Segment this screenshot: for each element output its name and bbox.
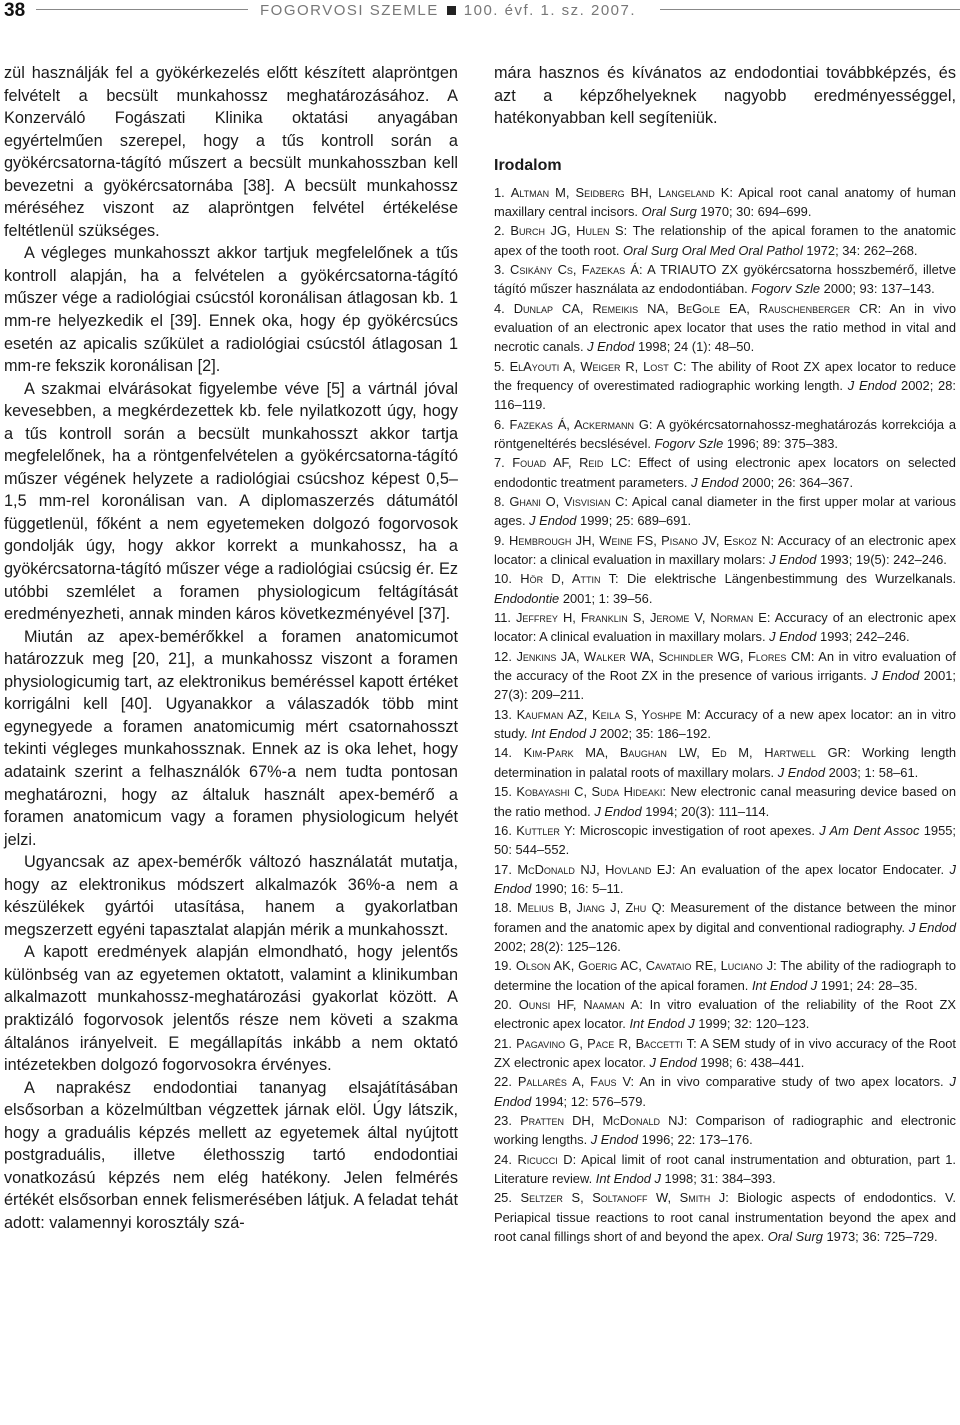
ref-number: 23. (494, 1113, 521, 1128)
ref-citation: 1994; 12: 576–579. (531, 1093, 646, 1109)
ref-title: A SEM study of in vivo accuracy of the Root ZX electronic apex locator. (494, 1035, 956, 1070)
ref-citation: 1999; 32: 120–123. (694, 1016, 810, 1032)
ref-journal: J Endod (594, 803, 642, 819)
ref-number: 24. (494, 1151, 518, 1167)
ref-number: 10. (494, 571, 521, 587)
ref-journal: Fogorv Szle (654, 435, 724, 451)
ref-number: 7. (494, 455, 513, 471)
ref-journal: Fogorv Szle (751, 281, 821, 297)
journal-title (260, 2, 636, 19)
ref-authors: Kuttler Y: (516, 822, 576, 838)
ref-authors: Melius B, Jiang J, Zhu Q: (517, 900, 666, 916)
ref-title: Biologic aspects of endodontics. V. Periapical tissue reactions to root canal instrumentation beyond the apex and root canal fillings short of and beyond the apex. (494, 1190, 956, 1245)
ref-title: Accuracy of an electronic apex locator: A clinical evaluation in maxillary molars. (494, 610, 957, 645)
reference-list (494, 183, 956, 1247)
ref-number: 16. (494, 822, 517, 838)
reference-item (494, 453, 956, 492)
ref-title: The relationship of the apical foramen to the anatomic apex of the tooth root. (494, 223, 956, 258)
ref-citation: 1996; 89: 375–383. (723, 435, 838, 451)
ref-authors: Kaufman AZ, Keila S, Yoshpe M: (516, 706, 701, 722)
reference-item (494, 1111, 956, 1150)
ref-citation: 2002; 28(2): 125–126. (494, 938, 621, 954)
right-column (494, 62, 956, 1246)
ref-journal: Int Endod J (531, 726, 597, 742)
journal-issue: 100. évf. 1. sz. 2007. (463, 2, 637, 19)
ref-title: An in vitro evaluation of the accuracy of the Root ZX in the presence of various irrigants. (494, 648, 956, 684)
ref-authors: Dunlap CA, Remeikis NA, BeGole EA, Rauschenberger CR: (513, 300, 882, 316)
header-rule-right (660, 9, 960, 10)
ref-authors: Ricucci D: (517, 1151, 577, 1167)
ref-citation: 1996; 22: 173–176. (638, 1132, 753, 1148)
ref-citation: 1998; 31: 384–393. (660, 1171, 776, 1187)
ref-title: Effect of using electronic apex locators on selected endodontic treatment parameters. (494, 455, 956, 490)
reference-item (494, 705, 956, 744)
paragraph: A szakmai elvárásokat figyelembe véve [5] a vártnál jóval kevesebben, a megkérdezettek kb. fele nyilatkozott úgy, hogy a tűs kontroll során a becsült munkahosszt akkor tartja megfelelőnek, ha a röntgenfelvételen a gyökércsatorna-tágító műszer végének helyzete a radiológiai csúcshoz képest 0,5–1,5 mm-rel koronálisan van. A diplomaszerzés dátumától függetlenül, főként a nem egyetemeken dolgozó fogorvosok gondolják úgy, hogy akkor korrekt a munkahossz, ha a gyökércsatorna-tágító műszer vége a radiológiai csúcsig ér. Ez utóbbi szemlélet a foramen physiologicum feltágítását eredményezheti, annak minden káros következményével [37]. (4, 379, 458, 624)
ref-number: 25. (494, 1190, 521, 1206)
ref-journal: J Endod (587, 339, 635, 355)
reference-item (494, 299, 956, 357)
ref-citation: 1998; 24 (1): 48–50. (634, 339, 755, 355)
ref-journal: J Endod (908, 919, 956, 935)
header-rule-left (36, 9, 248, 10)
ref-title: A TRIAUTO ZX gyökércsatorna hosszbemérő, illetve tágító műszer használata az endodontiában. (494, 261, 956, 297)
ref-journal: Int Endod J (595, 1171, 661, 1187)
ref-number: 12. (494, 648, 517, 664)
ref-title: The ability of the radiograph to determine the location of the apical foramen. (494, 958, 956, 993)
paragraph: A végleges munkahosszt akkor tartjuk megfelelőnek a tűs kontroll alapján, ha a felvételen a gyökércsatorna-tágító műszer vége a radiológiai csúcstól koronálisan átlagosan kb. 1 mm-re helyezkedik el [39]. Ennek oka, hogy ép gyökércsúcs esetén az apicalis szűkület a radiológiai csúcstól átlagosan 1 mm-re fekszik koronálisan [2]. (4, 244, 458, 376)
ref-journal: Oral Surg (767, 1229, 823, 1245)
square-bullet-icon (447, 6, 456, 15)
ref-number: 6. (494, 416, 510, 432)
ref-journal: J Endod (691, 474, 739, 490)
ref-citation: 1991; 24: 28–35. (817, 977, 918, 993)
references-heading: Irodalom (494, 156, 562, 174)
ref-authors: Jenkins JA, Walker WA, Schindler WG, Flores CM: (516, 648, 815, 664)
ref-journal: J Am Dent Assoc (819, 822, 920, 838)
ref-journal: Int Endod J (629, 1016, 695, 1032)
ref-citation: 1993; 242–246. (816, 629, 910, 645)
reference-item (494, 531, 956, 570)
reference-item (494, 608, 956, 647)
ref-authors: Burch JG, Hulen S: (510, 223, 628, 239)
ref-number: 3. (494, 261, 511, 277)
reference-item (494, 782, 956, 821)
ref-authors: Olson AK, Goerig AC, Cavataio RE, Luciano J: (515, 958, 777, 974)
ref-citation: 2002; 35: 186–192. (596, 726, 711, 742)
ref-citation: 2002; 28: 116–119. (494, 377, 956, 413)
ref-title: Accuracy of a new apex locator: an in vitro study. (494, 706, 956, 742)
ref-number: 8. (494, 494, 510, 509)
ref-authors: Kobayashi C, Suda Hideaki: (516, 784, 666, 800)
ref-number: 21. (494, 1035, 517, 1051)
paragraph: Ugyancsak az apex-bemérők változó használatát mutatja, hogy az elektronikus módszert alkalmazók 36%-a nem a készülékek gyártói utasítása, hanem a gyakorlatban megszerzett egyéni tapasztalat alapján mérik a munkahosszt. (4, 853, 458, 939)
reference-item (494, 743, 956, 782)
ref-citation: 1972; 34: 262–268. (802, 242, 918, 258)
reference-item (494, 357, 956, 415)
ref-title: Apical root canal anatomy of human maxillary central incisors. (494, 184, 956, 219)
ref-number: 14. (494, 745, 524, 761)
ref-title: The ability of Root ZX apex locator to reduce the frequency of overestimated radiographic working length. (494, 358, 956, 393)
ref-journal: J Endod (494, 1074, 956, 1109)
ref-journal: J Endod (871, 668, 920, 684)
ref-number: 17. (494, 861, 518, 877)
reference-item (494, 1188, 956, 1246)
ref-number: 19. (494, 958, 516, 974)
ref-title: Comparison of radiographic and electronic working lengths. (494, 1113, 956, 1148)
ref-authors: Hembrough JH, Weine FS, Pisano JV, Eskoz N: (509, 532, 775, 548)
ref-citation: 2003; 1: 58–61. (825, 764, 919, 780)
reference-item (494, 1034, 956, 1073)
reference-item (494, 995, 956, 1034)
ref-title: Die elektrische Längenbestimmung des Wurzelkanals. (618, 571, 956, 587)
ref-number: 11. (494, 610, 516, 626)
ref-authors: Pratten DH, McDonald NJ: (520, 1113, 688, 1128)
ref-number: 22. (494, 1074, 518, 1090)
ref-number: 13. (494, 706, 517, 722)
ref-number: 4. (494, 300, 514, 316)
journal-name: FOGORVOSI SZEMLE (260, 2, 439, 19)
ref-journal: J Endod (847, 377, 897, 393)
ref-authors: Fazekas Á, Ackermann G: (509, 416, 653, 432)
ref-citation: 2000; 26: 364–367. (738, 474, 854, 490)
ref-authors: ElAyouti A, Weiger R, Lost C: (509, 358, 687, 374)
paragraph: A kapott eredmények alapján elmondható, hogy jelentős különbség van az egyetemen oktatott, valamint a klinikumban alkalmazott munkahossz-meghatározási gyakorlat között. A praktizáló fogorvosok jelentős része nem követi a szakma általános irányelveit. E megállapítás inkább a nem oktató intézetekben dolgozó fogorvosokra érvényes. (4, 943, 458, 1075)
reference-item (494, 183, 956, 222)
ref-citation: 1970; 30: 694–699. (696, 203, 812, 219)
ref-title: An in vivo evaluation of an electronic apex locator that uses the ratio method in vital and necrotic canals. (494, 300, 957, 355)
ref-journal: J Endod (494, 861, 956, 896)
ref-authors: Kim-Park MA, Baughan LW, Ed M, Hartwell GR: (523, 745, 851, 761)
page-header (0, 0, 960, 30)
ref-journal: Oral Surg (641, 203, 697, 219)
reference-item (494, 821, 956, 860)
reference-item (494, 569, 956, 608)
ref-title: New electronic canal measuring device based on the ratio method. (494, 784, 956, 819)
ref-title: In vitro evaluation of the reliability of the Root ZX electronic apex locator. (494, 996, 957, 1032)
ref-authors: Ounsi HF, Naaman A: (518, 996, 643, 1012)
ref-journal: J Endod (529, 513, 577, 529)
ref-title: Microscopic investigation of root apexes. (575, 822, 820, 838)
ref-citation: 1955; 50: 544–552. (494, 822, 956, 858)
ref-number: 15. (494, 784, 517, 800)
ref-title: An evaluation of the apex locator Endocater. (675, 861, 950, 877)
ref-citation: 2001; 1: 39–56. (559, 590, 653, 606)
left-column (4, 62, 458, 1234)
ref-journal: J Endod (590, 1132, 639, 1148)
ref-citation: 1998; 6: 438–441. (696, 1054, 805, 1070)
reference-item (494, 415, 956, 454)
ref-title: Apical canal diameter in the first upper molar at various ages. (494, 494, 956, 529)
ref-authors: Jeffrey H, Franklin S, Jerome V, Norman E: (515, 610, 771, 626)
ref-title: Measurement of the distance between the minor foramen and the anatomic apex by digital and conventional radiography. (494, 900, 956, 935)
ref-journal: Endodontie (494, 590, 560, 606)
ref-authors: Seltzer S, Soltanoff W, Smith J: (520, 1190, 729, 1206)
ref-authors: Altman M, Seidberg BH, Langeland K: (510, 184, 733, 200)
reference-item (494, 647, 956, 705)
ref-number: 1. (494, 184, 511, 200)
ref-authors: Csikány Cs, Fazekas Á: (510, 261, 643, 277)
ref-title: An in vivo comparative study of two apex locators. (634, 1074, 950, 1090)
ref-number: 9. (494, 532, 510, 548)
reference-item (494, 956, 956, 995)
reference-item (494, 860, 956, 899)
ref-number: 5. (494, 358, 510, 374)
ref-journal: Int Endod J (751, 977, 818, 993)
closing-paragraph: mára hasznos és kívánatos az endodontiai továbbképzés, és azt a képzőhelyeknek nagyobb eredményességgel, hatékonyabban kell segíteniük. (494, 64, 956, 127)
ref-title: A gyökércsatornahossz-meghatározás korrekciója a röntgeneltérés becslésével. (494, 416, 956, 451)
ref-authors: Ghani O, Visvisian C: (509, 494, 628, 509)
ref-citation: 1999; 25: 689–691. (576, 513, 692, 529)
ref-title: Working length determination in palatal roots of maxillary molars. (494, 745, 956, 780)
paragraph: A naprakész endodontiai tananyag elsajátításában elsősorban a közelmúltban végzettek járnak elöl. Úgy látszik, hogy a graduális képzés mellett az egyetemek által nyújtott postgraduális, illetve élethosszig tartó endodontiai vonatkozású képzés nem elég hatékony. Jelen felmérés értékét elsősorban ennek felismerésében látjuk. A feladat tehát adott: valamennyi korosztály szá- (4, 1078, 458, 1232)
paragraph: zül használják fel a gyökérkezelés előtt készített alapröntgen felvételt a becsült munkahossz meghatározásához. A Konzerváló Fogászati Klinika oktatási anyagában egyértelműen szerepel, hogy a tűs kontroll során a gyökércsatorna-tágító műszert a becsült munkahosszban kell bevezetni a gyökércsatornába [38]. A becsült munkahossz méréséhez viszont az alapröntgen felvétel értékelése feltétlenül szükséges. (4, 64, 458, 240)
ref-authors: Pallarés A, Faus V: (517, 1074, 635, 1090)
ref-citation: 2000; 93: 137–143. (820, 281, 935, 297)
ref-number: 2. (494, 223, 511, 239)
reference-item (494, 1150, 956, 1189)
ref-citation: 2001; 27(3): 209–211. (494, 668, 956, 703)
ref-title: Apical limit of root canal instrumentation and obturation, part 1. Literature review. (494, 1151, 957, 1187)
page-number: 38 (4, 0, 26, 21)
reference-item (494, 260, 956, 299)
reference-item (494, 221, 956, 260)
ref-authors: McDonald NJ, Hovland EJ: (517, 861, 676, 877)
reference-item (494, 492, 956, 531)
paragraph: Miután az apex-bemérőkkel a foramen anatomicumot határozzuk meg [20, 21], a munkahossz viszont a foramen physiologicumig tart, az elektronikus beméréssel kapott értéket korrigálni kell [40]. Ugyanakkor a válaszadók több mint egynegyede a foramen anatomicumig mért csatornahosszt tekinti végleges munkahossznak. Ennek az is oka lehet, hogy adataink szerint a felhasználók 67%-a nem tudta pontosan meghatározni, hogy az általuk használt apex-bemérő a foramen anatomicum vagy a foramen physiologicum helyét jelzi. (4, 627, 458, 849)
ref-authors: Hör D, Attin T: (520, 571, 619, 587)
ref-authors: Pagavino G, Pace R, Baccetti T: (516, 1035, 697, 1051)
ref-journal: J Endod (769, 629, 817, 645)
ref-citation: 1994; 20(3): 111–114. (641, 803, 770, 819)
ref-journal: J Endod (769, 552, 817, 568)
ref-journal: J Endod (649, 1054, 697, 1070)
ref-title: Accuracy of an electronic apex locator: a clinical evaluation in maxillary molars: (494, 532, 956, 568)
ref-citation: 1973; 36: 725–729. (822, 1229, 938, 1245)
ref-journal: Oral Surg Oral Med Oral Pathol (623, 242, 803, 258)
ref-journal: J Endod (777, 764, 826, 780)
ref-number: 20. (494, 996, 519, 1012)
ref-citation: 1990; 16: 5–11. (531, 880, 624, 896)
ref-authors: Fouad AF, Reid LC: (512, 455, 631, 471)
ref-number: 18. (494, 900, 518, 916)
reference-item (494, 898, 956, 956)
ref-citation: 1993; 19(5): 242–246. (816, 552, 947, 568)
reference-item (494, 1072, 956, 1111)
